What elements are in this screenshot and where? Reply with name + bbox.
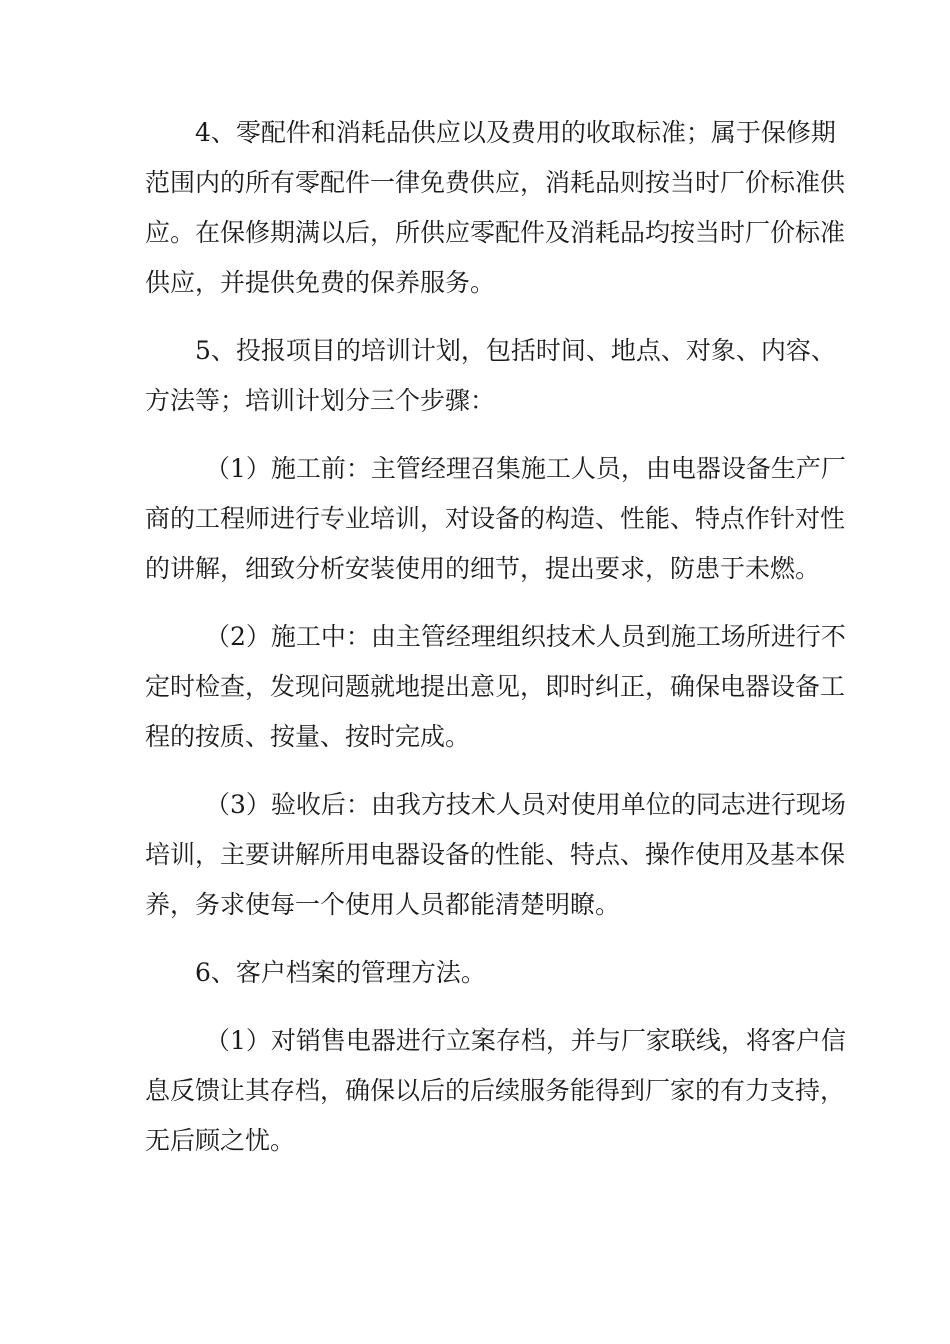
paragraph-line: 6、客户档案的管理方法。 [195,958,486,987]
paragraph-spare-parts [145,108,846,308]
paragraph-line: （1）施工前：主管经理召集施工人员，由电器设备生产厂 [205,454,846,483]
paragraph-during-construction [145,612,846,762]
paragraph-line: 的讲解，细致分析安装使用的细节，提出要求，防患于未燃。 [145,554,821,583]
paragraph-line: 息反馈让其存档，确保以后的后续服务能得到厂家的有力支持， [145,1076,846,1105]
paragraph-after-acceptance [145,780,846,930]
paragraph-line: 养，务求使每一个使用人员都能清楚明瞭。 [145,890,621,919]
paragraph-line: 方法等；培训计划分三个步骤： [145,386,496,415]
paragraph-line: 4、零配件和消耗品供应以及费用的收取标准；属于保修期 [195,118,836,147]
paragraph-line: 5、投报项目的培训计划，包括时间、地点、对象、内容、 [195,336,836,365]
paragraph-line: 供应，并提供免费的保养服务。 [145,268,496,297]
paragraph-line: 应。在保修期满以后，所供应零配件及消耗品均按当时厂价标准 [145,218,846,247]
paragraph-archive-filing [145,1016,846,1166]
paragraph-line: （3）验收后：由我方技术人员对使用单位的同志进行现场 [205,790,846,819]
paragraph-training-plan [145,326,836,426]
paragraph-line: 无后顾之忧。 [145,1126,296,1155]
paragraph-line: （2）施工中：由主管经理组织技术人员到施工场所进行不 [205,622,846,651]
paragraph-line: （1）对销售电器进行立案存档，并与厂家联线，将客户信 [205,1026,846,1055]
paragraph-line: 培训，主要讲解所用电器设备的性能、特点、操作使用及基本保 [145,840,846,869]
paragraph-before-construction [145,444,846,594]
paragraph-line: 定时检查，发现问题就地提出意见，即时纠正，确保电器设备工 [145,672,846,701]
paragraph-line: 程的按质、按量、按时完成。 [145,722,471,751]
paragraph-line: 范围内的所有零配件一律免费供应，消耗品则按当时厂价标准供 [145,168,846,197]
paragraph-line: 商的工程师进行专业培训，对设备的构造、性能、特点作针对性 [145,504,846,533]
paragraph-customer-archive [145,948,810,998]
